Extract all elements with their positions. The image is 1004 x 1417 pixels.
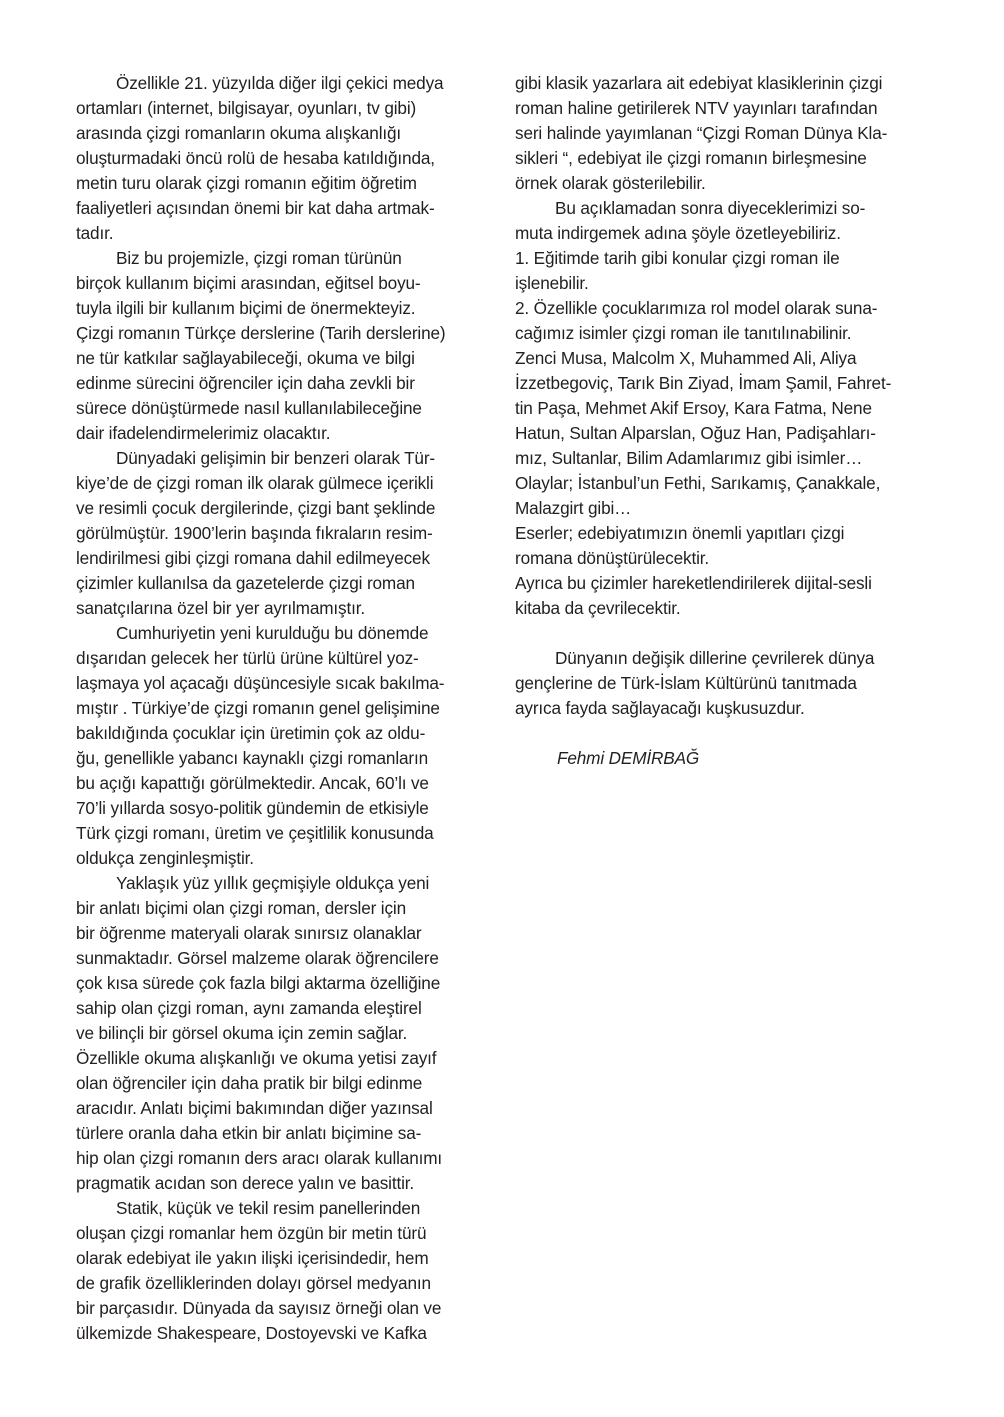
text-line: ülkemizde Shakespeare, Dostoyevski ve Kafka [76, 1323, 427, 1343]
left-column [76, 71, 482, 1346]
text-line: birçok kullanım biçimi arasından, eğitsel boyu- [76, 273, 421, 293]
text-line: olarak edebiyat ile yakın ilişki içerisindedir, hem [76, 1248, 429, 1268]
text-line: Hatun, Sultan Alparslan, Oğuz Han, Padişahları- [515, 423, 876, 443]
text-line: dışarıdan gelecek her türlü ürüne kültürel yoz- [76, 648, 419, 668]
text-line: sürece dönüştürmede nasıl kullanılabileceğine [76, 398, 422, 418]
text-line: gençlerine de Türk-İslam Kültürünü tanıtmada [515, 673, 857, 693]
list-item: 1. Eğitimde tarih gibi konular çizgi roman ile [515, 248, 840, 268]
paragraph-3 [76, 446, 482, 621]
text-line: bu açığı kapattığı görülmektedir. Ancak, 60’lı ve [76, 773, 429, 793]
text-line: laşmaya yol açacağı düşüncesiyle sıcak bakılma- [76, 673, 445, 693]
text-line: tin Paşa, Mehmet Akif Ersoy, Kara Fatma, Nene [515, 398, 872, 418]
text-line: işlenebilir. [515, 273, 589, 293]
right-column [515, 71, 935, 771]
text-line: ayrıca fayda sağlayacağı kuşkusuzdur. [515, 698, 805, 718]
text-line: Malazgirt gibi… [515, 498, 632, 518]
text-line: bakıldığında çocuklar için üretimin çok az oldu- [76, 723, 426, 743]
text-line: Ayrıca bu çizimler hareketlendirilerek dijital-sesli [515, 573, 872, 593]
paragraph-summary-intro [515, 196, 935, 246]
text-line: Yaklaşık yüz yıllık geçmişiyle oldukça yeni [116, 873, 430, 893]
text-line: metin turu olarak çizgi romanın eğitim öğretim [76, 173, 417, 193]
text-line: İzzetbegoviç, Tarık Bin Ziyad, İmam Şamil, Fahret- [515, 373, 892, 393]
text-line: ortamları (internet, bilgisayar, oyunları, tv gibi) [76, 98, 417, 118]
text-line: mıştır . Türkiye’de çizgi romanın genel gelişimine [76, 698, 440, 718]
paragraph-closing [515, 646, 935, 721]
summary-list [515, 246, 935, 621]
text-line: arasında çizgi romanların okuma alışkanlığı [76, 123, 402, 143]
text-line: sunmaktadır. Görsel malzeme olarak öğrencilere [76, 948, 439, 968]
text-line: Zenci Musa, Malcolm X, Muhammed Ali, Aliya [515, 348, 857, 368]
text-line: lendirilmesi gibi çizgi romana dahil edilmeyecek [76, 548, 430, 568]
text-line: 70’li yıllarda sosyo-politik gündemin de etkisiyle [76, 798, 429, 818]
text-line: türlere oranla daha etkin bir anlatı biçimine sa- [76, 1123, 422, 1143]
author-signature: Fehmi DEMİRBAĞ [557, 748, 700, 768]
text-line: oluşan çizgi romanlar hem özgün bir metin türü [76, 1223, 427, 1243]
text-line: olan öğrenciler için daha pratik bir bilgi edinme [76, 1073, 423, 1093]
spacer [515, 721, 935, 746]
text-line: seri halinde yayımlanan “Çizgi Roman Dünya Kla- [515, 123, 888, 143]
text-line: bir anlatı biçimi olan çizgi roman, dersler için [76, 898, 406, 918]
text-line: görülmüştür. 1900’lerin başında fıkraların resim- [76, 523, 433, 543]
text-line: Çizgi romanın Türkçe derslerine (Tarih derslerine) [76, 323, 446, 343]
text-line: Dünyanın değişik dillerine çevrilerek dünya [555, 648, 875, 668]
spacer [515, 621, 935, 646]
text-line: cağımız isimler çizgi roman ile tanıtılınabilinir. [515, 323, 852, 343]
text-line: bir parçasıdır. Dünyada da sayısız örneği olan ve [76, 1298, 442, 1318]
text-line: ne tür katkılar sağlayabileceği, okuma ve bilgi [76, 348, 415, 368]
text-line: Dünyadaki gelişimin bir benzeri olarak Tür- [116, 448, 435, 468]
text-line: çok kısa sürede çok fazla bilgi aktarma özelliğine [76, 973, 441, 993]
text-line: sahip olan çizgi roman, aynı zamanda eleştirel [76, 998, 422, 1018]
text-line: hip olan çizgi romanın ders aracı olarak kullanımı [76, 1148, 443, 1168]
text-line: sanatçılarına özel bir yer ayrılmamıştır. [76, 598, 365, 618]
text-line: örnek olarak gösterilebilir. [515, 173, 706, 193]
text-line: ğu, genellikle yabancı kaynaklı çizgi romanların [76, 748, 429, 768]
paragraph-4 [76, 621, 482, 871]
text-line: roman haline getirilerek NTV yayınları tarafından [515, 98, 878, 118]
text-line: Olaylar; İstanbul’un Fethi, Sarıkamış, Çanakkale, [515, 473, 881, 493]
text-line: ve resimli çocuk dergilerinde, çizgi bant şeklinde [76, 498, 436, 518]
text-line: oluşturmadaki öncü rolü de hesaba katıldığında, [76, 148, 435, 168]
text-line: romana dönüştürülecektir. [515, 548, 710, 568]
text-line: Özellikle 21. yüzyılda diğer ilgi çekici medya [116, 73, 444, 93]
text-line: Türk çizgi romanı, üretim ve çeşitlilik konusunda [76, 823, 434, 843]
text-line: oldukça zenginleşmiştir. [76, 848, 254, 868]
text-line: tadır. [76, 223, 114, 243]
text-line: Eserler; edebiyatımızın önemli yapıtları çizgi [515, 523, 845, 543]
text-line: muta indirgemek adına şöyle özetleyebiliriz. [515, 223, 841, 243]
text-line: faaliyetleri açısından önemi bir kat daha artmak- [76, 198, 435, 218]
text-line: kiye’de de çizgi roman ilk olarak gülmece içerikli [76, 473, 434, 493]
text-line: tuyla ilgili bir kullanım biçimi de önermekteyiz. [76, 298, 416, 318]
text-line: Özellikle okuma alışkanlığı ve okuma yetisi zayıf [76, 1048, 437, 1068]
text-line: bir öğrenme materyali olarak sınırsız olanaklar [76, 923, 422, 943]
text-line: Biz bu projemizle, çizgi roman türünün [116, 248, 402, 268]
text-line: sikleri “, edebiyat ile çizgi romanın birleşmesine [515, 148, 867, 168]
paragraph-continuation [515, 71, 935, 196]
paragraph-1 [76, 71, 482, 246]
text-line: kitaba da çevrilecektir. [515, 598, 681, 618]
text-line: de grafik özelliklerinden dolayı görsel medyanın [76, 1273, 431, 1293]
text-line: Statik, küçük ve tekil resim panellerinden [116, 1198, 421, 1218]
text-line: mız, Sultanlar, Bilim Adamlarımız gibi isimler… [515, 448, 863, 468]
text-line: gibi klasik yazarlara ait edebiyat klasiklerinin çizgi [515, 73, 883, 93]
text-line: Bu açıklamadan sonra diyeceklerimizi so- [555, 198, 866, 218]
text-line: Cumhuriyetin yeni kurulduğu bu dönemde [116, 623, 429, 643]
text-line: pragmatik acıdan son derece yalın ve basittir. [76, 1173, 414, 1193]
text-line: aracıdır. Anlatı biçimi bakımından diğer yazınsal [76, 1098, 433, 1118]
text-line: edinme sürecini öğrenciler için daha zevkli bir [76, 373, 415, 393]
text-line: dair ifadelendirmelerimiz olacaktır. [76, 423, 331, 443]
paragraph-6 [76, 1196, 482, 1346]
paragraph-2 [76, 246, 482, 446]
list-item: 2. Özellikle çocuklarımıza rol model olarak suna- [515, 298, 878, 318]
paragraph-5 [76, 871, 482, 1196]
text-line: çizimler kullanılsa da gazetelerde çizgi roman [76, 573, 415, 593]
text-line: ve bilinçli bir görsel okuma için zemin sağlar. [76, 1023, 408, 1043]
